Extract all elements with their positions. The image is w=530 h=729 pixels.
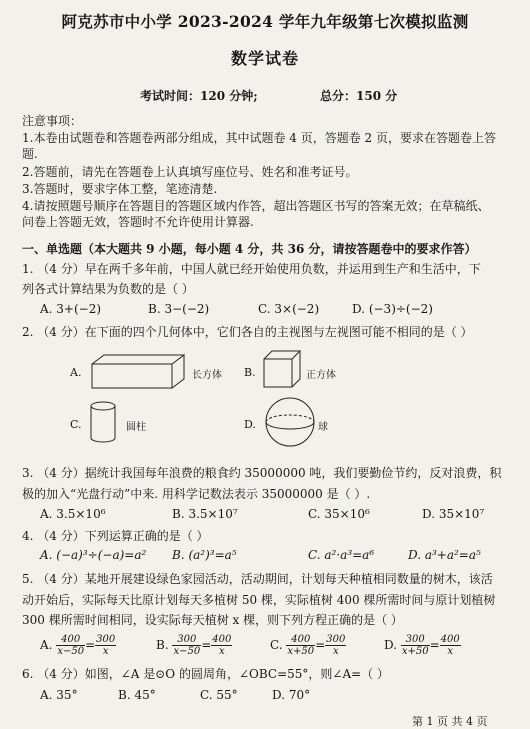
option-c: C. 35×10⁶ [308,507,370,521]
option-d [384,634,461,657]
denominator: x [332,646,339,657]
notes-heading: 注意事项： [22,114,83,128]
figure-letter-b: B. [244,366,256,379]
figure-letter-c: C. [70,418,82,431]
option-letter: A. [40,638,53,652]
option-a: A. (−a)³÷(−a)=a² [40,548,147,562]
option-b: B. 3−(−2) [148,302,210,316]
numerator: 400 [286,634,315,646]
exam-subtitle: 数学试卷 [230,49,299,68]
note-item: 3.答题时，要求字体工整，笔迹清楚. [22,182,218,196]
fraction [95,634,116,657]
fraction [56,634,85,657]
option-letter: B. [156,638,169,652]
question-5-options [40,634,520,664]
sphere-label: 球 [318,422,328,433]
figure-letter-d: D. [244,418,256,431]
sphere-figure [264,396,316,448]
numerator: 400 [212,634,232,645]
cuboid-label: 长方体 [192,370,222,381]
numerator: 300 [96,634,116,645]
numerator: 400 [56,634,85,646]
numerator: 300 [172,634,201,646]
note-item: 2.答题前，请先在答题卷上认真填写座位号、姓名和准考证号。 [22,165,358,179]
option-c: C. 55° [200,688,238,702]
cube-label: 正方体 [306,370,336,381]
option-a: A. 35° [40,688,78,702]
question-4-stem: 4. （4 分）下列运算正确的是（ ） [22,529,209,543]
option-b: B. (a²)³=a⁵ [172,548,237,562]
option-letter: C. [270,638,283,652]
exam-title: 阿克苏市中小学 2023-2024 学年九年级第七次模拟监测 [61,12,469,31]
note-item: 问卷上答题无效，答题时不允许使用计算器. [22,215,254,229]
option-a [40,634,116,657]
question-2-stem: 2. （4 分）在下面的四个几何体中，它们各自的主视图与左视图可能不相同的是（ ） [22,325,473,339]
numerator: 300 [401,634,430,646]
fraction [325,634,346,657]
equals-sign: = [429,638,440,652]
equals-sign: = [201,638,212,652]
cylinder-figure [88,400,118,446]
note-item: 1.本卷由试题卷和答题卷两部分组成，其中试题卷 4 页，答题卷 2 页，要求在答题卷上答 [22,131,496,145]
note-item: 4.请按照题号顺序在答题目的答题区域内作答，超出答题区书写的答案无效；在草稿纸、 [22,199,490,213]
numerator: 400 [440,634,460,645]
option-c [270,634,346,657]
fraction [172,634,201,657]
equals-sign: = [85,638,96,652]
denominator: x [102,646,109,657]
option-d: D. (−3)÷(−2) [352,302,433,316]
option-d: D. a³+a²=a⁵ [408,548,481,562]
question-3-stem: 3. （4 分）据统计我国每年浪费的粮食约 35000000 吨，我们要勤俭节约，反对浪费，积 [22,466,502,480]
option-c: C. 3×(−2) [258,302,320,316]
option-d: D. 70° [272,688,311,702]
fraction [401,634,430,657]
figure-letter-a: A. [70,366,82,379]
denominator: x−50 [57,646,85,657]
option-letter: D. [384,638,398,652]
option-a: A. 3.5×10⁶ [40,507,106,521]
numerator: 300 [326,634,346,645]
fraction [440,634,461,657]
exam-time: 考试时间：120 分钟; [140,89,258,103]
denominator: x [219,646,225,657]
option-a: A. 3+(−2) [40,302,102,316]
fraction [211,634,232,657]
equals-sign: = [315,638,326,652]
question-6-stem: 6. （4 分）如图，∠A 是⊙O 的圆周角，∠OBC=55°，则∠A=（ ） [22,667,389,681]
cuboid-figure [90,352,190,392]
denominator: x+50 [287,646,315,657]
option-b [156,634,232,657]
question-5-stem-cont: 300 棵所需时间相同，设实际每天植树 x 棵，则下列方程正确的是（ ） [22,613,403,627]
option-d: D. 35×10⁷ [422,507,485,521]
exam-total-score: 总分：150 分 [320,89,398,103]
question-1-stem-cont: 列各式计算结果为负数的是（ ） [22,282,194,296]
cylinder-label: 圆柱 [126,422,146,433]
denominator: x−50 [173,646,201,657]
note-item: 题. [22,147,38,161]
cube-figure [262,349,304,391]
denominator: x [447,646,454,657]
section-heading: 一、单选题（本大题共 9 小题，每小题 4 分，共 36 分，请按答题卷中的要求作答） [22,242,477,256]
option-b: B. 45° [118,688,156,702]
question-3-stem-cont: 极的加入“光盘行动”中来. 用科学记数法表示 35000000 是（ ）. [22,487,371,501]
option-b: B. 3.5×10⁷ [172,507,238,521]
page-footer: 第 1 页 共 4 页 [412,715,488,728]
fraction [286,634,315,657]
option-c: C. a²·a³=a⁶ [308,548,375,562]
question-5-stem: 5. （4 分）某地开展建设绿色家园活动，活动期间，计划每天种植相同数量的树木，该活 [22,572,493,586]
question-5-stem-cont: 动开始后，实际每天比原计划每天多植树 50 棵，实际植树 400 棵所需时间与原计划植树 [22,593,496,607]
question-1-stem: 1. （4 分）早在两千多年前，中国人就已经开始使用负数，并运用到生产和生活中，下 [22,262,481,276]
denominator: x+50 [401,646,429,657]
